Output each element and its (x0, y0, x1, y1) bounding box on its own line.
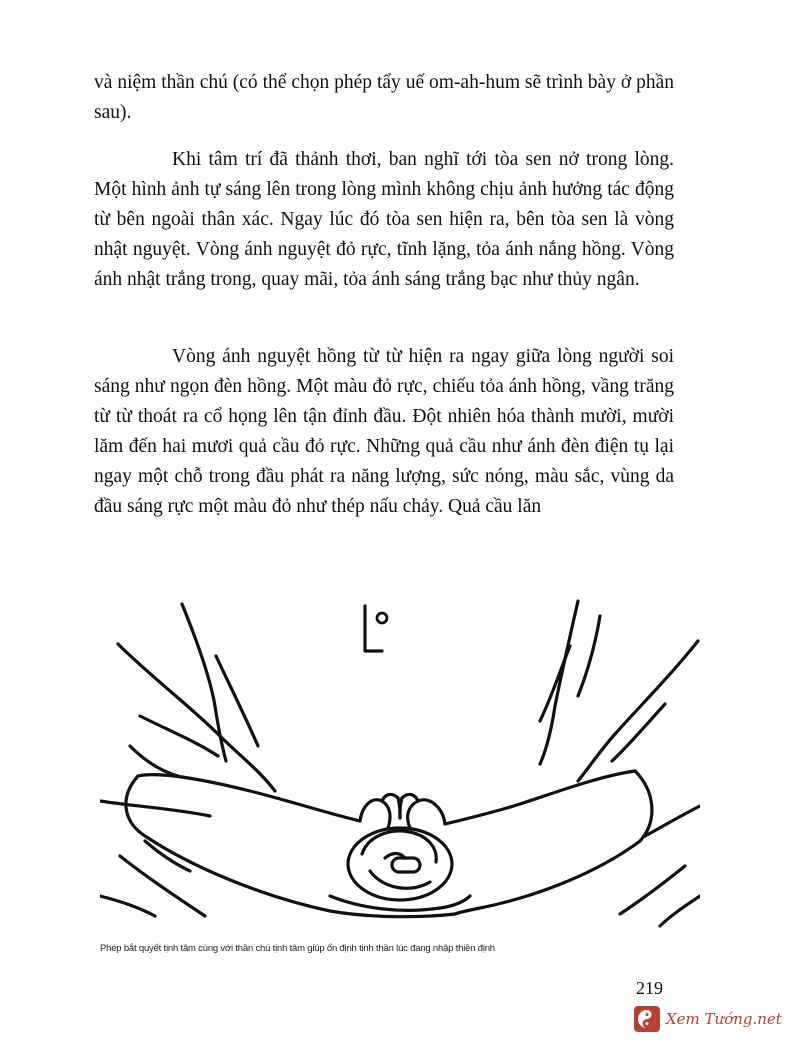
paragraph-2 (94, 145, 674, 295)
right-forearm (445, 771, 635, 824)
page-number: 219 (636, 978, 663, 998)
figure-caption: Phép bắt quyết tịnh tâm cùng với thần chú tịnh tâm giúp ổn định tinh thần lúc đang nhập thiền định (100, 943, 495, 954)
watermark-text: Xem Tướng.net (666, 1010, 782, 1028)
paragraph-3-text: Vòng ánh nguyệt hồng từ từ hiện ra ngay giữa lòng người soi sáng như ngọn đèn hồng. Một màu đỏ rực, chiếu tỏa ánh hồng, vầng trăng từ từ thoát ra cổ họng lên tận đỉnh đầu. Đột nhiên hóa thành mười, mười lăm đến hai mươi quả cầu đỏ rực. Những quả cầu như ánh đèn điện tụ lại ngay một chỗ trong đầu phát ra năng lượng, sức nóng, màu sắc, vùng da đầu sáng rực một màu đỏ như thép nấu chảy. Quả cầu lăn (94, 346, 674, 517)
mudra-hands (330, 794, 470, 910)
meditation-mudra-illustration (100, 596, 700, 936)
paragraph-1-text: và niệm thần chú (có thể chọn phép tẩy uế om-ah-hum sẽ trình bày ở phần sau). (94, 72, 674, 123)
left-forearm (138, 775, 360, 821)
mantra-symbol (365, 606, 387, 651)
yin-yang-icon (634, 1006, 660, 1032)
watermark (634, 1005, 782, 1033)
right-sleeve-outline (578, 641, 698, 781)
paragraph-2-text: Khi tâm trí đã thảnh thơi, ban nghĩ tới tòa sen nở trong lòng. Một hình ảnh tự sáng lên trong lòng mình không chịu ảnh hưởng tác động từ bên ngoài thân xác. Ngay lúc đó tòa sen hiện ra, bên tòa sen là vòng nhật nguyệt. Vòng ánh nguyệt đỏ rực, tĩnh lặng, tỏa ánh nắng hồng. Vòng ánh nhật trắng trong, quay mãi, tỏa ánh sáng trắng bạc như thủy ngân. (94, 149, 674, 290)
paragraph-3 (94, 342, 674, 522)
paragraph-1 (94, 68, 674, 128)
